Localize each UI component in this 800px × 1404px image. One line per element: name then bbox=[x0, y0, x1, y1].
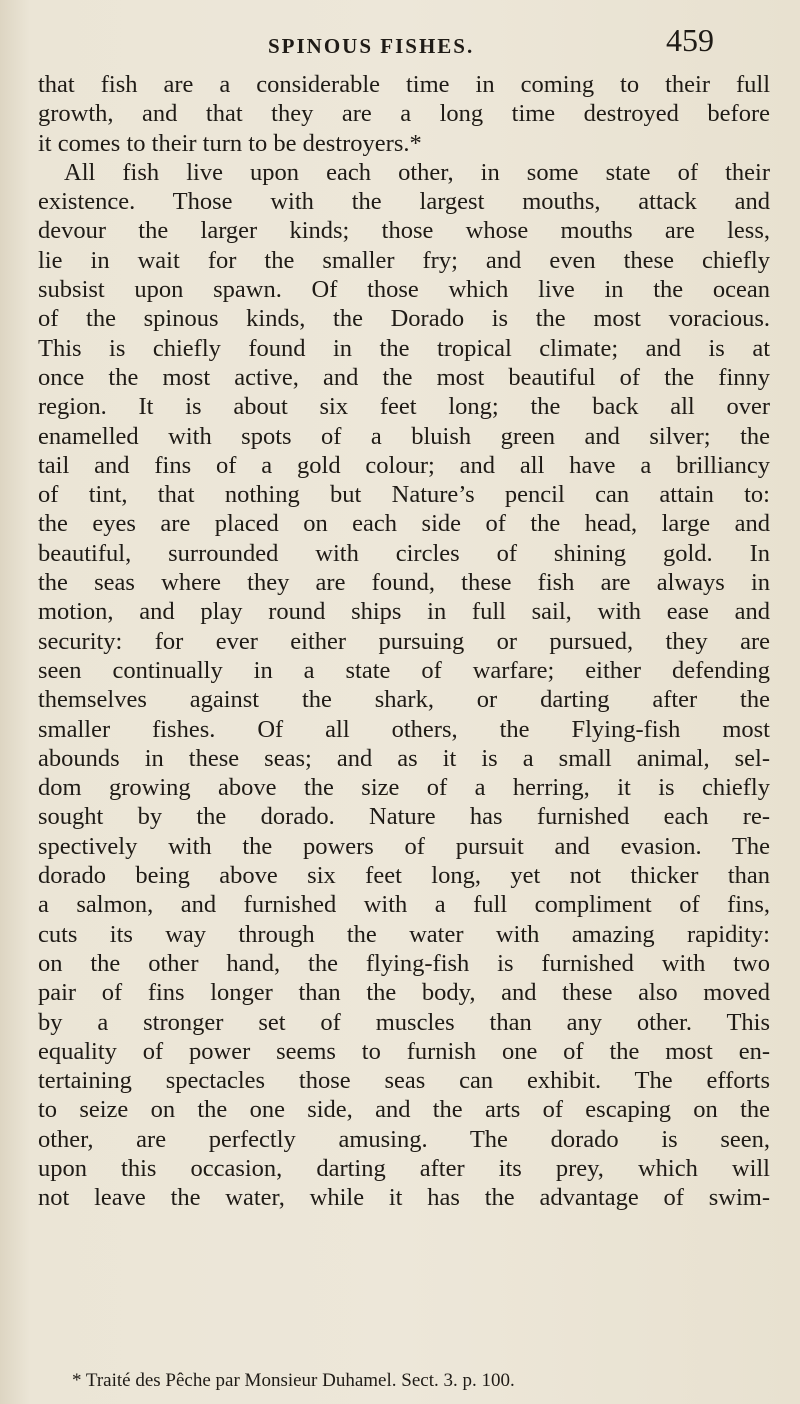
body-text bbox=[38, 70, 770, 1213]
text-line: it comes to their turn to be destroyers.* bbox=[38, 129, 422, 157]
text-line: security: for ever either pursuing or pursued, they are bbox=[38, 627, 770, 655]
text-line: All fish live upon each other, in some state of their bbox=[64, 158, 770, 186]
text-line: pair of fins longer than the body, and these also moved bbox=[38, 979, 770, 1007]
text-line: motion, and play round ships in full sail, with ease and bbox=[38, 598, 770, 626]
text-line: by a stronger set of muscles than any other. This bbox=[38, 1008, 770, 1036]
text-line: the seas where they are found, these fish are always in bbox=[38, 569, 770, 597]
text-line: once the most active, and the most beautiful of the finny bbox=[38, 363, 770, 391]
page-number: 459 bbox=[666, 22, 714, 58]
text-line: spectively with the powers of pursuit and evasion. The bbox=[38, 832, 770, 860]
text-line: other, are perfectly amusing. The dorado is seen, bbox=[38, 1125, 770, 1153]
text-line: enamelled with spots of a bluish green and silver; the bbox=[38, 422, 770, 450]
text-line: beautiful, surrounded with circles of shining gold. In bbox=[38, 539, 770, 567]
text-line: tertaining spectacles those seas can exhibit. The efforts bbox=[38, 1067, 770, 1095]
text-line: not leave the water, while it has the advantage of swim- bbox=[38, 1184, 770, 1212]
text-line: This is chiefly found in the tropical climate; and is at bbox=[38, 334, 770, 362]
text-line: a salmon, and furnished with a full compliment of fins, bbox=[38, 891, 770, 919]
text-line: dom growing above the size of a herring, it is chiefly bbox=[38, 774, 770, 802]
text-line: smaller fishes. Of all others, the Flying-fish most bbox=[38, 715, 770, 743]
text-line: of tint, that nothing but Nature’s pencil can attain to: bbox=[38, 481, 770, 509]
text-line: that fish are a considerable time in coming to their full bbox=[38, 71, 770, 98]
text-line: upon this occasion, darting after its prey, which will bbox=[38, 1154, 770, 1182]
text-line: of the spinous kinds, the Dorado is the most voracious. bbox=[38, 305, 770, 333]
text-line: cuts its way through the water with amazing rapidity: bbox=[38, 920, 770, 948]
text-line: seen continually in a state of warfare; either defending bbox=[38, 656, 770, 684]
text-line: existence. Those with the largest mouths, attack and bbox=[38, 188, 770, 216]
text-line: lie in wait for the smaller fry; and even these chiefly bbox=[38, 246, 770, 274]
text-line: the eyes are placed on each side of the head, large and bbox=[38, 510, 770, 538]
text-line: themselves against the shark, or darting after the bbox=[38, 686, 770, 714]
text-line: region. It is about six feet long; the back all over bbox=[38, 393, 770, 421]
text-line: devour the larger kinds; those whose mouths are less, bbox=[38, 217, 770, 245]
footnote: * Traité des Pêche par Monsieur Duhamel. Sect. 3. p. 100. bbox=[72, 1370, 515, 1391]
text-line: sought by the dorado. Nature has furnished each re- bbox=[38, 803, 770, 831]
text-line: subsist upon spawn. Of those which live in the ocean bbox=[38, 276, 770, 304]
text-line: dorado being above six feet long, yet not thicker than bbox=[38, 862, 770, 890]
text-line: growth, and that they are a long time destroyed before bbox=[38, 100, 770, 128]
text-line: tail and fins of a gold colour; and all have a brilliancy bbox=[38, 451, 770, 479]
text-line: equality of power seems to furnish one of the most en- bbox=[38, 1037, 770, 1065]
text-line: abounds in these seas; and as it is a small animal, sel- bbox=[38, 744, 770, 772]
text-line: to seize on the one side, and the arts of escaping on the bbox=[38, 1096, 770, 1124]
text-line: on the other hand, the flying-fish is furnished with two bbox=[38, 949, 770, 977]
running-title: SPINOUS FISHES. bbox=[268, 34, 475, 58]
